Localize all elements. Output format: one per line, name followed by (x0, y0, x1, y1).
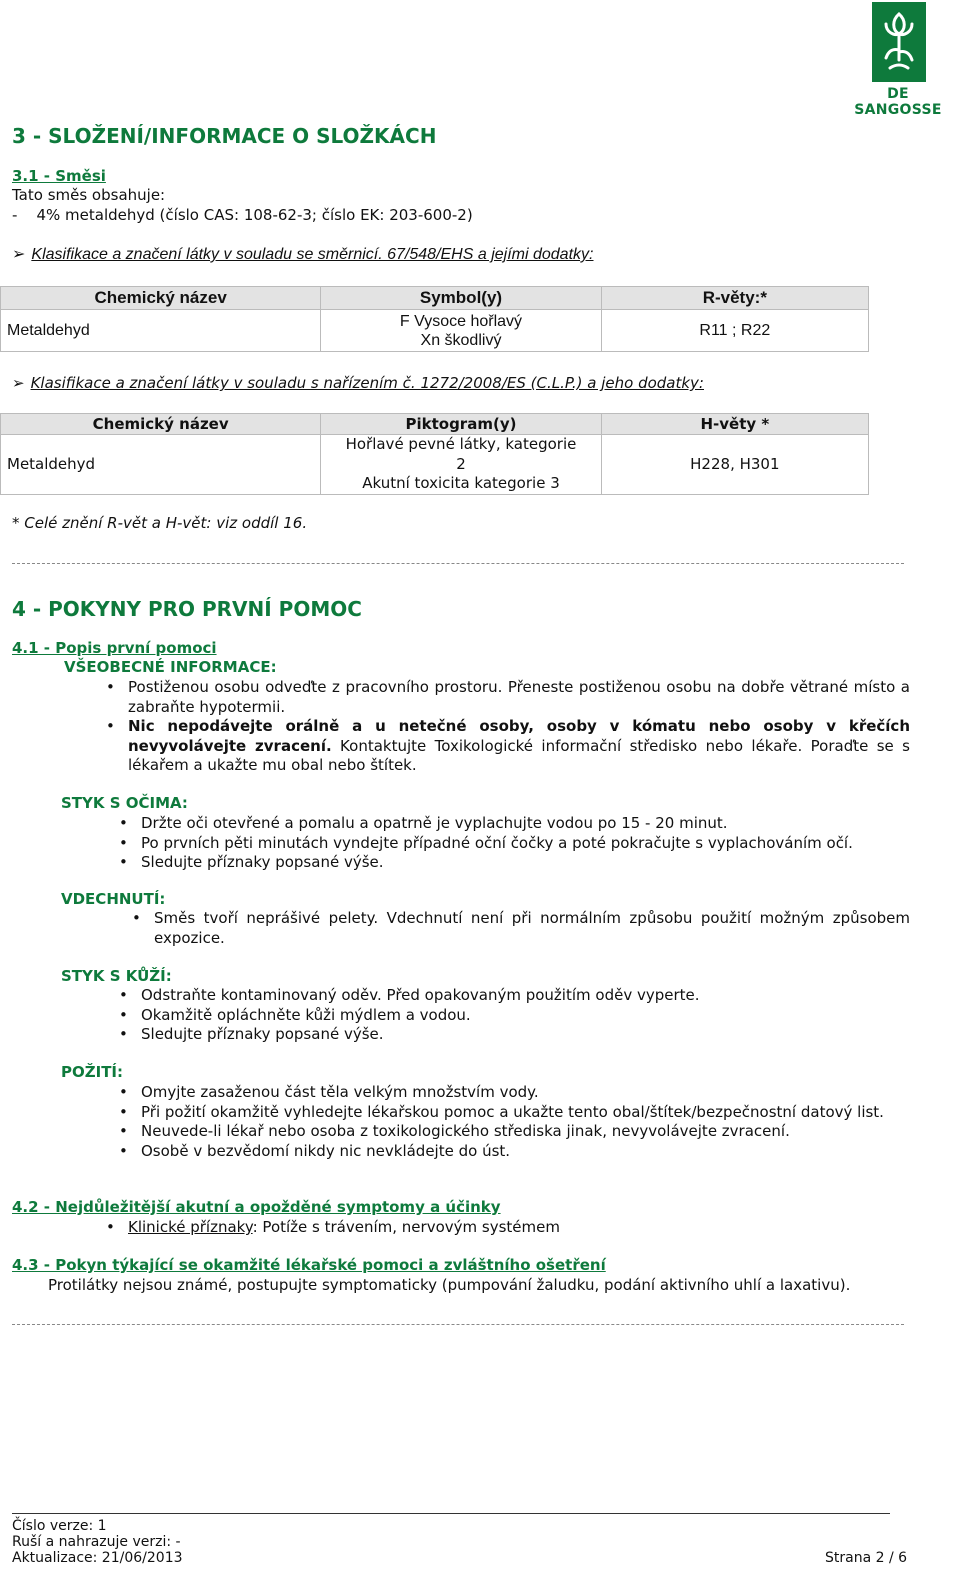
ingestion-heading: POŽITÍ: (61, 1063, 124, 1081)
general-info-heading: VŠEOBECNÉ INFORMACE: (64, 658, 277, 676)
eye-contact-heading: STYK S OČIMA: (61, 794, 188, 812)
classification-dsd-heading (12, 245, 593, 265)
list-item: • Po prvních pěti minutách vyndejte případné oční čočky a poté pokračujte s vyplachováním očí. (113, 834, 913, 854)
skin-contact-heading: STYK S KŮŽÍ: (61, 967, 172, 985)
section-4-title: 4 - POKYNY PRO PRVNÍ POMOC (12, 597, 362, 621)
table-cell-symbol (321, 310, 601, 352)
table-cell-name: Metaldehyd (1, 310, 321, 352)
phrases-note: * Celé znění R-vět a H-vět: viz oddíl 16. (12, 514, 308, 532)
clinical-signs-text: : Potíže s trávením, nervovým systémem (252, 1218, 560, 1236)
footer-rule (12, 1513, 890, 1514)
arrow-bullet-icon: ➢ (12, 246, 26, 263)
classification-clp-heading (12, 373, 704, 393)
list-item: • Osobě v bezvědomí nikdy nic nevkládejte do úst. (113, 1142, 913, 1162)
clinical-signs-label: Klinické příznaky (128, 1218, 253, 1236)
component-line: - 4% metaldehyd (číslo CAS: 108-62-3; číslo EK: 203-600-2) (12, 206, 473, 224)
table-cell-h-phrases: H228, H301 (601, 435, 868, 495)
list-item (100, 1218, 910, 1238)
ingestion-list (113, 1083, 913, 1161)
table-cell-name: Metaldehyd (1, 435, 321, 495)
table-header: R-věty:* (601, 287, 868, 310)
list-item: • Sledujte příznaky popsané výše. (113, 1025, 913, 1045)
list-item (100, 717, 910, 776)
treatment-text: Protilátky nejsou známé, postupujte symptomaticky (pumpování žaludku, podání aktivního uhlí a laxativu). (48, 1276, 851, 1294)
pictogram-line: 2 (456, 454, 466, 473)
classification-dsd-label: Klasifikace a značení látky v souladu se směrnicí. 67/548/EHS a jejími dodatky: (31, 246, 594, 263)
footer-version: Číslo verze: 1 (12, 1518, 107, 1534)
table-header: Chemický název (1, 414, 321, 435)
list-item: • Směs tvoří neprášivé pelety. Vdechnutí není při normálním způsobu použití možným způsobem expozice. (126, 909, 910, 948)
subsection-4-1: 4.1 - Popis první pomoci (12, 639, 217, 657)
table-header: Symbol(y) (321, 287, 601, 310)
classification-table-dsd (0, 286, 869, 352)
table-cell-r-phrases: R11 ; R22 (601, 310, 868, 352)
inhalation-list (126, 909, 910, 948)
table-header: H-věty * (601, 414, 868, 435)
table-header: Chemický název (1, 287, 321, 310)
instruction-rest: Kontaktujte Toxikologické informační středisko nebo lékaře. Poraďte se s lékařem a ukažte mu obal nebo štítek. (128, 736, 910, 774)
list-item: • Při požití okamžitě vyhledejte lékařskou pomoc a ukažte tento obal/štítek/bezpečnostní datový list. (113, 1103, 913, 1123)
table-header: Piktogram(y) (321, 414, 601, 435)
mixture-intro: Tato směs obsahuje: (12, 186, 166, 204)
company-logo (842, 2, 954, 118)
list-item: • Okamžitě opláchněte kůži mýdlem a vodou. (113, 1006, 913, 1026)
general-info-list (100, 678, 910, 776)
arrow-bullet-icon: ➢ (12, 374, 25, 392)
subsection-4-2: 4.2 - Nejdůležitější akutní a opožděné symptomy a účinky (12, 1198, 501, 1216)
classification-table-clp (0, 413, 869, 495)
section-divider (12, 563, 904, 564)
footer-replaces: Ruší a nahrazuje verzi: - (12, 1534, 181, 1550)
list-item: • Omyjte zasaženou část těla velkým množstvím vody. (113, 1083, 913, 1103)
list-item: • Neuvede-li lékař nebo osoba z toxikologického střediska jinak, nevyvolávejte zvracení. (113, 1122, 913, 1142)
section-3-title: 3 - SLOŽENÍ/INFORMACE O SLOŽKÁCH (12, 124, 437, 148)
logo-text: DE SANGOSSE (854, 86, 942, 118)
list-item: • Držte oči otevřené a pomalu a opatrně je vyplachujte vodou po 15 - 20 minut. (113, 814, 913, 834)
list-item: • Odstraňte kontaminovaný oděv. Před opakovaným použitím oděv vyperte. (113, 986, 913, 1006)
footer-updated: Aktualizace: 21/06/2013 (12, 1550, 183, 1566)
pictogram-line: Hořlavé pevné látky, kategorie (345, 435, 577, 453)
pictogram-line: Akutní toxicita kategorie 3 (362, 474, 560, 492)
subsection-3-1: 3.1 - Směsi (12, 167, 106, 185)
symptoms-list (100, 1218, 910, 1238)
inhalation-heading: VDECHNUTÍ: (61, 890, 166, 908)
symbol-line: Xn škodlivý (420, 331, 502, 349)
eye-contact-list (113, 814, 913, 873)
classification-clp-label: Klasifikace a značení látky v souladu s nařízením č. 1272/2008/ES (C.L.P.) a jeho dodatky: (30, 374, 704, 392)
section-divider (12, 1324, 904, 1325)
bold-instruction: Nic nepodávejte orálně a u netečné osoby, osoby v kómatu nebo osoby v křečích nevyvolávejte zvracení. (128, 717, 910, 755)
subsection-4-3: 4.3 - Pokyn týkající se okamžité lékařské pomoci a zvláštního ošetření (12, 1256, 606, 1274)
table-cell-pictogram (321, 435, 601, 495)
list-item: • Sledujte příznaky popsané výše. (113, 853, 913, 873)
footer-page-number: Strana 2 / 6 (825, 1550, 908, 1566)
symbol-line: F Vysoce hořlavý (399, 312, 523, 330)
logo-flower-icon (872, 2, 926, 82)
skin-contact-list (113, 986, 913, 1045)
list-item: • Postiženou osobu odveďte z pracovního prostoru. Přeneste postiženou osobu na dobře větrané místo a zabraňte hypotermii. (100, 678, 910, 717)
